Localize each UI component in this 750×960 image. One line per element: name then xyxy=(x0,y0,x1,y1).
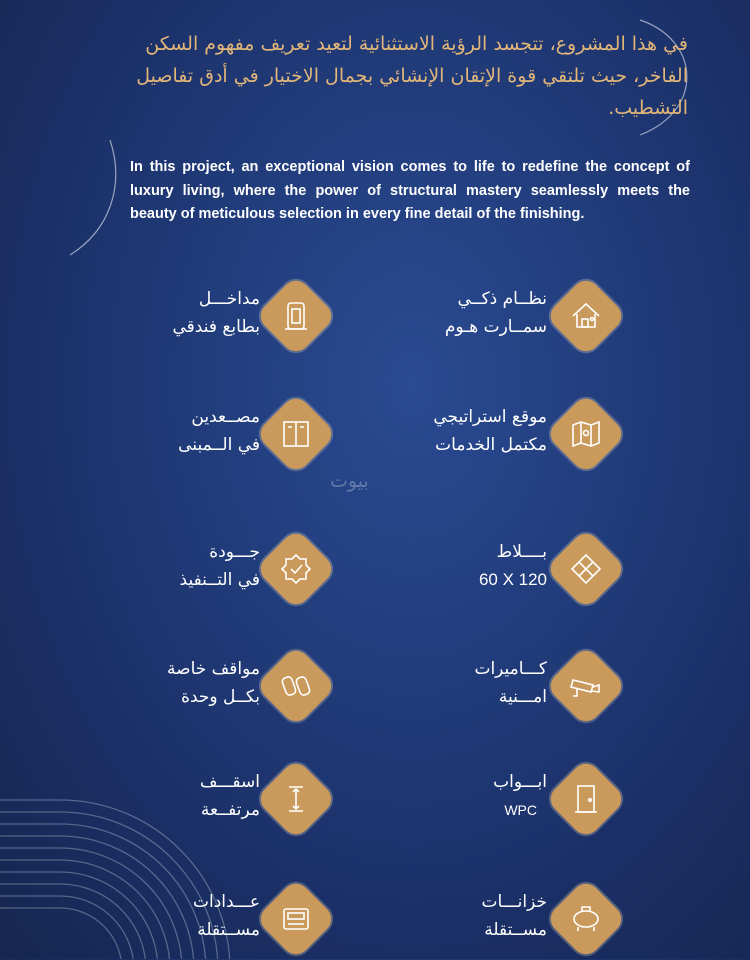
feature-ceilings xyxy=(140,760,420,840)
feature-cameras xyxy=(400,647,680,727)
feature-quality xyxy=(140,530,420,610)
intro-english-text: In this project, an exceptional vision comes to life to redefine the concept of luxury living, where the power of structural mastery seamlessly meets the beauty of meticulous selection in every fine detail of the finishing. xyxy=(130,159,690,222)
feature-line2: مرتفــعة xyxy=(200,800,260,820)
smart-home-icon xyxy=(565,295,607,337)
feature-line1: مصــعدين xyxy=(191,407,260,427)
feature-doors xyxy=(400,760,680,840)
feature-line1: مداخـــل xyxy=(198,289,260,309)
security-camera-icon xyxy=(565,665,607,707)
parking-cars-icon xyxy=(275,665,317,707)
feature-line2: امـــنية xyxy=(498,687,547,707)
feature-text xyxy=(397,285,547,341)
elevator-icon xyxy=(275,413,317,455)
feature-line1: جـــودة xyxy=(209,542,260,562)
feature-line1: اسقـــف xyxy=(199,772,260,792)
feature-line2: بطابع فندقي xyxy=(172,317,260,337)
water-tank-icon xyxy=(565,898,607,940)
feature-line1: موقع استراتيجي xyxy=(433,407,547,427)
feature-line2: مســتقلة xyxy=(484,920,547,940)
feature-text xyxy=(110,538,260,594)
feature-tiles xyxy=(400,530,680,610)
feature-line1: عـــدادات xyxy=(192,892,260,912)
watermark-text: بيوت xyxy=(330,470,369,492)
feature-elevators xyxy=(140,395,420,475)
feature-parking xyxy=(140,647,420,727)
feature-text xyxy=(397,888,547,944)
ceiling-height-icon xyxy=(275,778,317,820)
feature-line1: بــــلاط xyxy=(496,542,547,562)
map-location-icon xyxy=(565,413,607,455)
feature-line2: مســتقلة xyxy=(197,920,260,940)
feature-line2: بكــل وحدة xyxy=(181,687,260,707)
feature-line2: في التــنفيذ xyxy=(179,570,260,590)
feature-location xyxy=(400,395,680,475)
feature-tanks xyxy=(400,880,680,960)
wpc-door-icon xyxy=(565,778,607,820)
feature-text xyxy=(397,538,547,594)
feature-line2: في الــمبنى xyxy=(178,435,260,455)
feature-line2: WPC xyxy=(504,802,537,818)
tiles-icon xyxy=(565,548,607,590)
quality-badge-icon xyxy=(275,548,317,590)
feature-line2: 60 X 120 xyxy=(478,570,547,589)
feature-line1: مواقف خاصة xyxy=(167,659,260,679)
feature-line1: ابـــواب xyxy=(493,772,547,792)
door-icon xyxy=(275,295,317,337)
feature-text xyxy=(110,403,260,459)
feature-smart-home xyxy=(400,277,680,357)
feature-text xyxy=(110,768,260,824)
intro-arabic-text: في هذا المشروع، تتجسد الرؤية الاستثنائية لتعيد تعريف مفهوم السكن الفاخر، حيث تلتقي قوة الإتقان الإنشائي بجمال الاختيار في أدق تفاصيل التشطيب. xyxy=(136,33,688,119)
meter-icon xyxy=(275,898,317,940)
feature-text xyxy=(110,655,260,711)
feature-text xyxy=(110,888,260,944)
feature-line2: مكتمل الخدمات xyxy=(435,435,547,455)
feature-text xyxy=(397,403,547,459)
feature-meters xyxy=(140,880,420,960)
feature-text xyxy=(397,768,547,824)
feature-hotel-entrances xyxy=(140,277,420,357)
feature-text xyxy=(110,285,260,341)
feature-line1: خزانـــات xyxy=(481,892,547,912)
feature-text xyxy=(397,655,547,711)
feature-line1: كـــاميرات xyxy=(474,659,547,679)
feature-line1: نظــام ذكــي xyxy=(457,289,547,309)
feature-line2: سمــارت هـوم xyxy=(444,317,547,337)
